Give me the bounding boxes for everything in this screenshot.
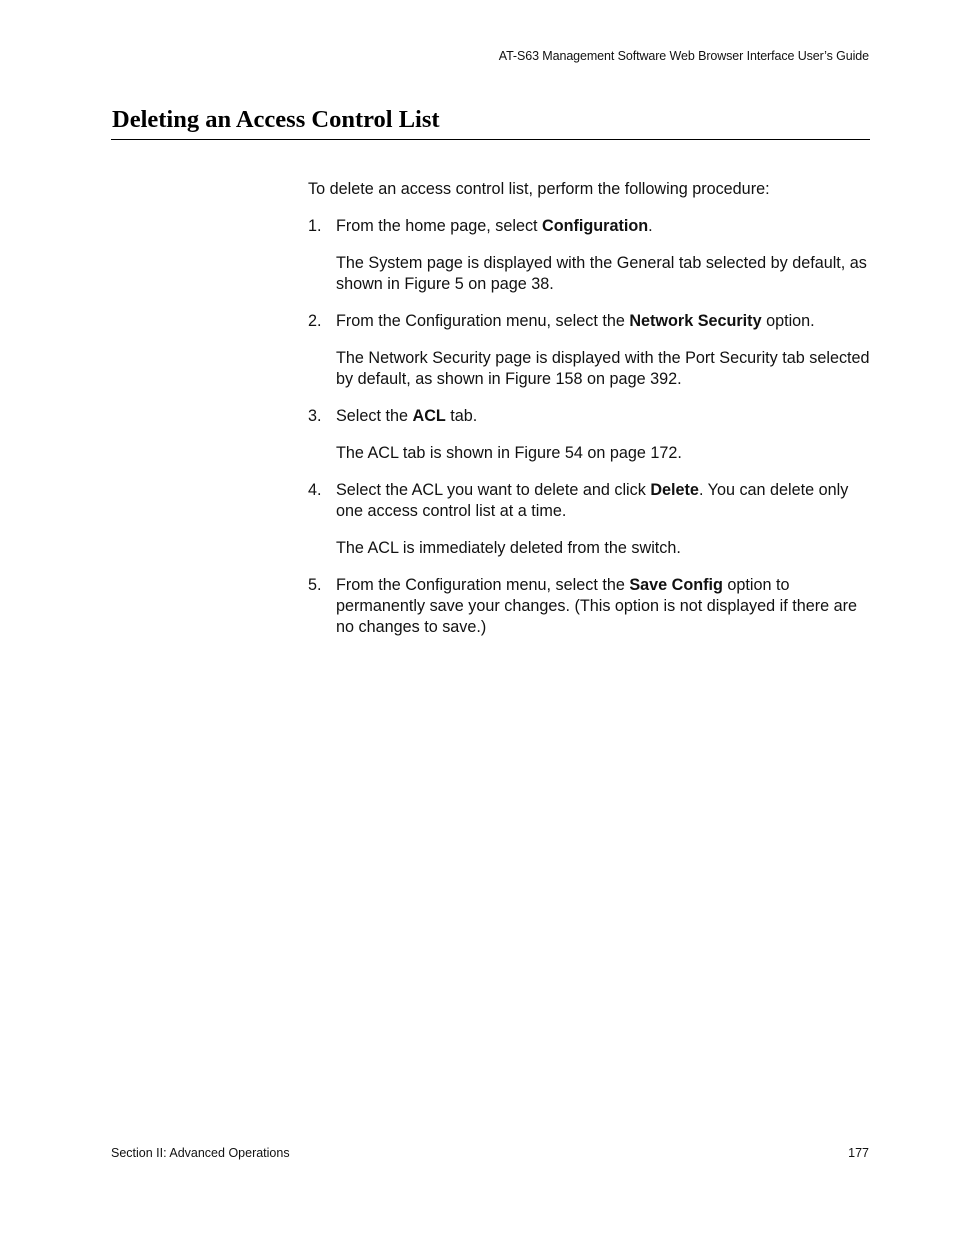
intro-paragraph: To delete an access control list, perform the following procedure:: [308, 180, 770, 198]
step-note: The ACL is immediately deleted from the switch.: [336, 539, 681, 557]
step-number: 5.: [308, 576, 322, 594]
step-text: From the Configuration menu, select the Network Security option.: [336, 312, 815, 330]
step-number: 3.: [308, 407, 322, 425]
ui-term: Save Config: [629, 576, 723, 594]
procedure-step-4: [308, 480, 873, 522]
step-number: 4.: [308, 481, 322, 499]
step-note: The Network Security page is displayed with the Port Security tab selected by default, as shown in Figure 158 on page 392.: [336, 349, 870, 388]
procedure-step-3: [308, 406, 873, 427]
section-title: Deleting an Access Control List: [112, 106, 440, 133]
procedure-content: [308, 179, 873, 654]
procedure-step-1: [308, 216, 873, 237]
procedure-step-2: [308, 311, 873, 332]
step-number: 1.: [308, 217, 322, 235]
step-text: Select the ACL you want to delete and click Delete. You can delete only one access control list at a time.: [336, 481, 849, 520]
ui-term: ACL: [412, 407, 446, 425]
procedure-step-5: [308, 575, 873, 638]
step-number: 2.: [308, 312, 322, 330]
footer-section-label: Section II: Advanced Operations: [111, 1146, 290, 1160]
title-rule: [111, 139, 870, 140]
step-text: From the Configuration menu, select the Save Config option to permanently save your changes. (This option is not displayed if there are no changes to save.): [336, 576, 857, 636]
step-text: Select the ACL tab.: [336, 407, 478, 425]
page-number: 177: [848, 1146, 869, 1160]
step-note: The ACL tab is shown in Figure 54 on page 172.: [336, 444, 682, 462]
step-note: The System page is displayed with the General tab selected by default, as shown in Figure 5 on page 38.: [336, 254, 867, 293]
ui-term: Delete: [650, 481, 699, 499]
ui-term: Configuration: [542, 217, 649, 235]
ui-term: Network Security: [629, 312, 762, 330]
step-text: From the home page, select Configuration.: [336, 217, 653, 235]
running-header: AT-S63 Management Software Web Browser Interface User’s Guide: [498, 49, 869, 63]
